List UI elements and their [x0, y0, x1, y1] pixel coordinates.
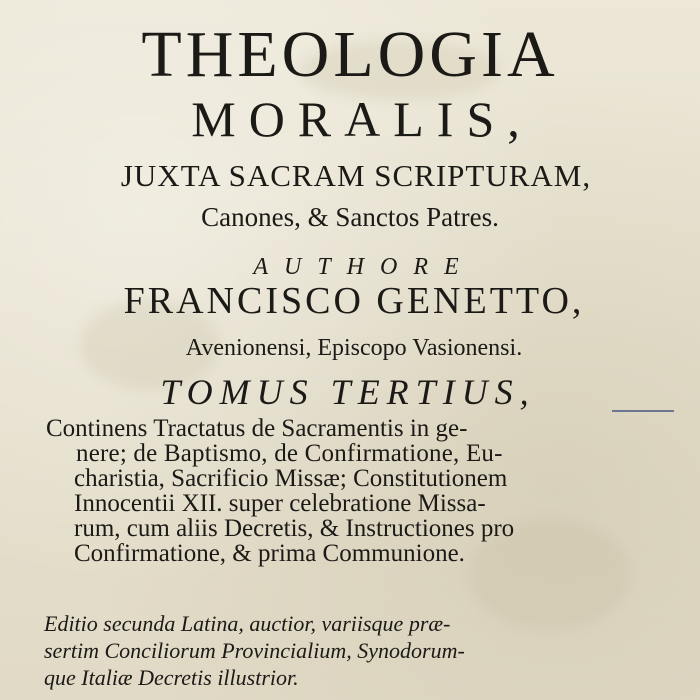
contents-line: rum, cum aliis Decretis, & Instructiones pro: [74, 515, 515, 542]
edition-line: sertim Conciliorum Provincialium, Synodorum-: [44, 638, 465, 663]
subtitle-line-2: Canones, & Sanctos Patres.: [201, 202, 499, 232]
contents-line: charistia, Sacrificio Missæ; Constitutionem: [74, 465, 508, 492]
author-info: Avenionensi, Episcopo Vasionensi.: [185, 335, 523, 361]
author-name: FRANCISCO GENETTO,: [123, 280, 585, 322]
volume-label: TOMUS TERTIUS,: [160, 372, 536, 412]
edition-line: que Italiæ Decretis illustrior.: [44, 665, 299, 690]
contents-line: Continens Tractatus de Sacramentis in ge-: [46, 415, 468, 442]
ink-dash: [612, 410, 674, 412]
edition-line: Editio secunda Latina, auctior, variisque præ-: [44, 611, 451, 636]
contents-line: Confirmatione, & prima Communione.: [74, 540, 465, 567]
authore-label: AUTHORE: [253, 254, 475, 280]
contents-paragraph: [46, 416, 658, 566]
contents-line: Innocentii XII. super celebratione Missa-: [74, 490, 486, 517]
edition-paragraph: [44, 610, 465, 691]
title-line-2: MORALIS,: [191, 91, 533, 147]
title-line-1: THEOLOGIA: [141, 18, 559, 91]
contents-line: nere; de Baptismo, de Confirmatione, Eu-: [76, 440, 503, 467]
subtitle-line-1: JUXTA SACRAM SCRIPTURAM,: [120, 158, 592, 193]
